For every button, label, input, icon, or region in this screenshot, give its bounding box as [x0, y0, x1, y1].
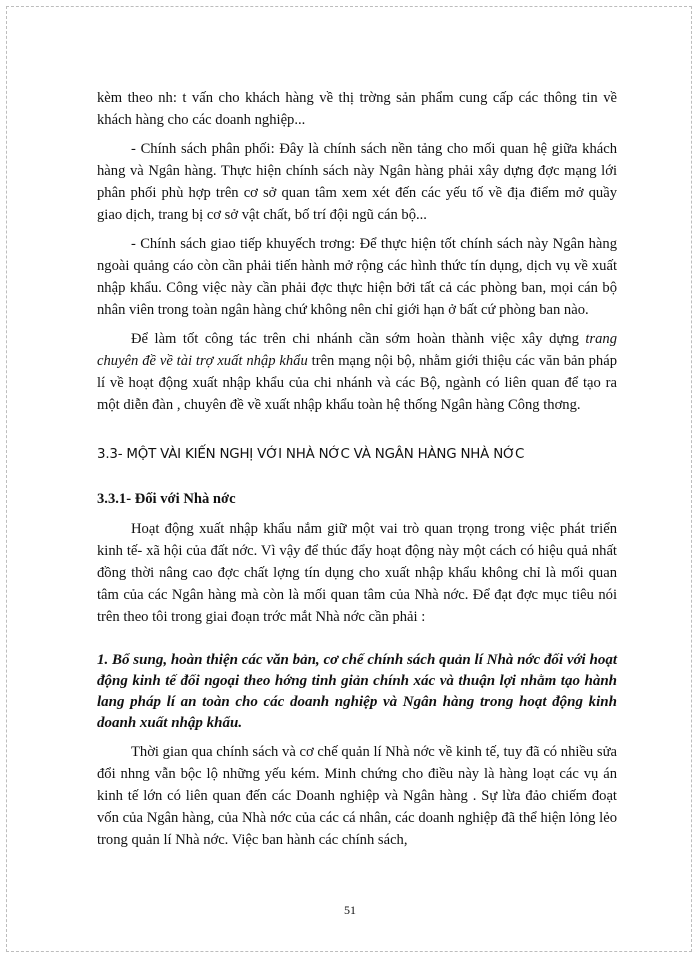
section-heading: 3.3- MỘT VÀI KIẾN NGHỊ VỚI NHÀ NỚC VÀ NGÂN HÀNG NHÀ NỚC: [97, 447, 525, 462]
para4-before: Để làm tốt công tác trên chi nhánh cần sớm hoàn thành việc xây dựng: [131, 331, 586, 347]
paragraph-policy-weakness: Thời gian qua chính sách và cơ chế quản lí Nhà nớc về kinh tế, tuy đã có nhiều sửa đổi nhng vẫn bộc lộ những yếu kém. Minh chứng cho điều này là hàng loạt các vụ án kinh tế lớn có liên quan đến các Doanh nghiệp và Ngân hàng . Sự lừa đảo chiếm đoạt vốn của Ngân hàng, của Nhà nớc của các cá nhân, các doanh nghiệp đã thể hiện lỏng lẻo trong quản lí Nhà nớc. Việc ban hành các chính sách,: [97, 744, 617, 848]
paragraph-continuation: kèm theo nh: t vấn cho khách hàng về thị trờng sản phẩm cung cấp các thông tin về khách hàng cho các doanh nghiệp...: [97, 90, 617, 128]
page-number: 51: [344, 903, 356, 917]
para4-after: trên mạng nội bộ, nhằm giới thiệu các văn bản pháp lí về hoạt động xuất nhập khẩu của chi nhánh và các Bộ, ngành có liên quan để tạo ra một diễn đàn , chuyên đề về xuất nhập khẩu toàn hệ thống Ngân hàng Công thơng.: [97, 353, 618, 413]
paragraph-communication-policy: - Chính sách giao tiếp khuyếch trơng: Để thực hiện tốt chính sách này Ngân hàng ngoài quảng cáo còn cần phải tiến hành mở rộng các hình thức tín dụng, dịch vụ về xuất nhập khẩu. Công việc này cần phải đợc thực hiện bởi tất cả các phòng ban, mọi cán bộ nhân viên trong toàn ngân hàng chứ không nên chỉ giới hạn ở bất cứ phòng ban nào.: [97, 236, 617, 318]
page-content: [97, 87, 617, 851]
subsection-heading: 3.3.1- Đối với Nhà nớc: [97, 491, 236, 507]
paragraph-distribution-policy: - Chính sách phân phối: Đây là chính sách nền tảng cho mối quan hệ giữa khách hàng và Ngân hàng. Thực hiện chính sách này Ngân hàng phải xây dựng đợc mạng lới phân phối phù hợp trên cơ sở quan tâm xem xét đến các yếu tố về địa điểm mở quầy giao dịch, trang bị cơ sở vật chất, bố trí đội ngũ cán bộ...: [97, 141, 617, 223]
item-1-heading: 1. Bổ sung, hoàn thiện các văn bản, cơ chế chính sách quản lí Nhà nớc đối với hoạt động kinh tế đối ngoại theo hớng tinh giản chính xác và thuận lợi nhằm tạo hành lang pháp lí an toàn cho các doanh nghiệp và Ngân hàng trong hoạt động kinh doanh xuất nhập khẩu.: [97, 652, 617, 731]
paragraph-trade-finance-page: [97, 328, 617, 416]
paragraph-import-export-role: Hoạt động xuất nhập khẩu nắm giữ một vai trò quan trọng trong việc phát triển kinh tế- xã hội của đất nớc. Vì vậy để thúc đẩy hoạt động này một cách có hiệu quả nhất đồng thời nâng cao đợc chất lợng tín dụng cho xuất nhập khẩu không chỉ là mối quan tâm của các Ngân hàng mà còn là mối quan tâm của Nhà nớc. Để đạt đợc mục tiêu nói trên theo tôi trong giai đoạn trớc mắt Nhà nớc cần phải :: [97, 521, 617, 625]
para4-italic-phrase: trang chuyên đề về tài trợ xuất nhập khẩu: [97, 331, 617, 369]
